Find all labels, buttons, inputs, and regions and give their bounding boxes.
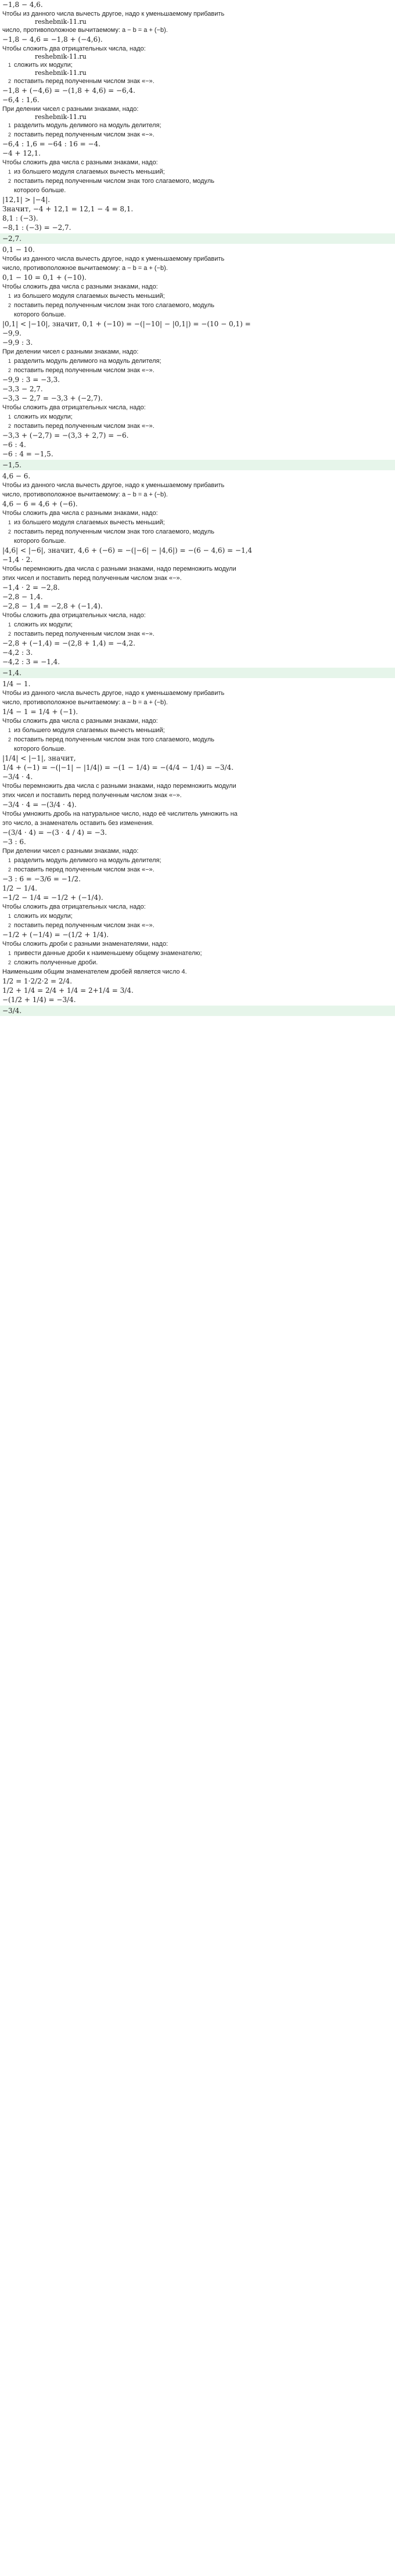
list-number: 2	[8, 631, 12, 637]
list-item	[0, 60, 395, 70]
text-line: число, противоположное вычитаемому: a − b = a + (−b).	[2, 27, 168, 34]
math-line: 4,6 − 6.	[2, 472, 31, 480]
math-line: 1/4 − 1 = 1/4 + (−1).	[2, 708, 78, 716]
list-item	[0, 186, 395, 195]
list-item	[0, 958, 395, 967]
math-line: −4,2 : 3 = −1,4.	[2, 658, 60, 666]
list-text: сложить их модули;	[14, 913, 73, 920]
list-item	[0, 735, 395, 744]
text-line: Чтобы умножить дробь на натуральное число, надо её числитель умножить на	[2, 810, 238, 817]
list-item	[0, 77, 395, 86]
text-line: Чтобы из данного числа вычесть другое, надо к уменьшаемому прибавить	[2, 482, 225, 489]
list-item	[0, 121, 395, 130]
list-text: разделить модуль делимого на модуль делителя;	[14, 358, 161, 365]
list-number: 1	[8, 858, 12, 863]
answer: −1,4.	[0, 668, 395, 678]
math-line: −1,4 · 2 = −2,8.	[2, 583, 60, 592]
list-text: которого больше.	[14, 187, 66, 194]
text-line: Чтобы перемножить два числа с разными знаками, надо перемножить модули	[2, 565, 236, 572]
list-item	[0, 366, 395, 375]
list-item	[0, 629, 395, 639]
list-number: 2	[8, 960, 12, 965]
text-line: Чтобы сложить два числа с разными знаками, надо:	[2, 283, 158, 290]
list-item	[0, 130, 395, 139]
math-line: 8,1 : (−3).	[2, 214, 38, 222]
text-line: Чтобы сложить два числа с разными знаками, надо:	[2, 159, 158, 166]
list-text: сложить их модули;	[14, 62, 73, 69]
list-text: поставить перед полученным числом знак того слагаемого, модуль	[14, 178, 214, 185]
math-line: 1/2 − 1/4.	[2, 884, 38, 892]
text-line: Чтобы из данного числа вычесть другое, надо к уменьшаемому прибавить	[2, 690, 225, 697]
list-text: разделить модуль делимого на модуль делителя;	[14, 857, 161, 864]
text-line: Чтобы сложить два отрицательных числа, надо:	[2, 903, 146, 910]
text-line: Чтобы из данного числа вычесть другое, надо к уменьшаемому прибавить	[2, 255, 225, 262]
math-line: −(3/4 · 4) = −(3 · 4 / 4) = −3.	[2, 828, 107, 837]
list-number: 2	[8, 302, 12, 308]
math-line: 0,1 − 10 = 0,1 + (−10).	[2, 273, 87, 282]
list-number: 1	[8, 169, 12, 175]
math-line: −1/2 − 1/4 = −1/2 + (−1/4).	[2, 894, 103, 902]
list-item	[0, 865, 395, 874]
list-text: сложить полученные дроби.	[14, 959, 98, 966]
list-text: которого больше.	[14, 745, 66, 752]
list-item	[0, 518, 395, 527]
list-number: 2	[8, 178, 12, 184]
math-line: 1/4 + (−1) = −(|−1| − |1/4|) = −(1 − 1/4) = −(4/4 − 1/4) = −3/4.	[2, 763, 234, 772]
math-line: 1/2 + 1/4 = 2/4 + 1/4 = 2+1/4 = 3/4.	[2, 986, 134, 995]
text-line: При делении чисел с разными знаками, надо:	[2, 848, 139, 855]
math-line: 0,1 − 10.	[2, 246, 35, 254]
list-text: из большего модуля слагаемых вычесть меньший;	[14, 168, 165, 175]
list-number: 1	[8, 727, 12, 733]
math-line: −9,9 : 3.	[2, 338, 33, 347]
text-line: Чтобы сложить два отрицательных числа, надо:	[2, 612, 146, 619]
text-line: Чтобы сложить два числа с разными знаками, надо:	[2, 718, 158, 725]
list-item	[0, 620, 395, 629]
math-line: −3,3 + (−2,7) = −(3,3 + 2,7) = −6.	[2, 431, 129, 439]
math-line: −4 + 12,1.	[2, 149, 41, 157]
list-number: 2	[8, 737, 12, 743]
list-number: 2	[8, 867, 12, 873]
math-line: −6,4 : 1,6.	[2, 96, 40, 104]
list-item	[0, 167, 395, 176]
list-item	[0, 856, 395, 865]
list-number: 1	[8, 913, 12, 919]
watermark-text: reshebnik-11.ru	[35, 113, 87, 121]
math-line: −1,4 · 2.	[2, 556, 33, 564]
list-text: из большего модуля слагаемых вычесть меньший;	[14, 727, 165, 734]
answer: −2,7.	[0, 233, 395, 244]
list-number: 1	[8, 293, 12, 299]
list-text: сложить их модули;	[14, 413, 73, 420]
list-text: из большего модуля слагаемых вычесть меньший;	[14, 519, 165, 526]
list-text: которого больше.	[14, 538, 66, 545]
text-line: При делении чисел с разными знаками, надо:	[2, 106, 139, 113]
text-line: этих чисел и поставить перед полученным числом знак «−».	[2, 575, 182, 582]
list-text: поставить перед полученным числом знак «−».	[14, 367, 155, 374]
list-text: разделить модуль делимого на модуль делителя;	[14, 122, 161, 129]
list-text: которого больше.	[14, 311, 66, 318]
list-item	[0, 527, 395, 536]
text-line: этих чисел и поставить перед полученным числом знак «−».	[2, 792, 182, 799]
math-line: |12,1| > |−4|.	[2, 196, 51, 204]
text-line: Чтобы сложить два отрицательных числа, надо:	[2, 404, 146, 411]
list-number: 2	[8, 132, 12, 138]
math-line: 4,6 − 6 = 4,6 + (−6).	[2, 500, 78, 508]
watermark-text: reshebnik-11.ru	[35, 53, 87, 60]
list-item	[0, 949, 395, 958]
list-number: 2	[8, 923, 12, 928]
list-number: 1	[8, 358, 12, 364]
list-item	[0, 176, 395, 186]
list-item	[0, 536, 395, 546]
watermark	[0, 114, 395, 121]
list-number: 1	[8, 520, 12, 525]
text-line: Чтобы из данного числа вычесть другое, надо к уменьшаемому прибавить	[2, 10, 225, 17]
text-line: это число, а знаменатель оставить без изменения.	[2, 820, 154, 827]
watermark-text: reshebnik-11.ru	[35, 18, 87, 26]
text-line: Чтобы сложить дроби с разными знаменателями, надо:	[2, 941, 168, 947]
list-number: 1	[8, 123, 12, 128]
list-text: привести данные дроби к наименьшему общему знаменателю;	[14, 950, 202, 957]
math-line: −1,8 − 4,6 = −1,8 + (−4,6).	[2, 35, 103, 44]
text-line: число, противоположное вычитаемому: a − b = a + (−b).	[2, 491, 168, 498]
list-number: 1	[8, 414, 12, 420]
list-item	[0, 301, 395, 310]
math-line: −6 : 4.	[2, 441, 26, 449]
text-line: Чтобы сложить два числа с разными знаками, надо:	[2, 510, 158, 517]
math-line: |1/4| < |−1|, значит,	[2, 754, 76, 762]
math-line: −9,9 : 3 = −3,3.	[2, 376, 60, 384]
list-item	[0, 291, 395, 301]
math-line: −3,3 − 2,7 = −3,3 + (−2,7).	[2, 394, 103, 402]
math-line: −3 : 6.	[2, 838, 26, 846]
list-text: поставить перед полученным числом знак «−».	[14, 866, 155, 873]
list-text: поставить перед полученным числом знак «−».	[14, 78, 155, 85]
list-number: 2	[8, 78, 12, 84]
math-line: −1,8 − 4,6.	[2, 1, 43, 9]
math-line: −(1/2 + 1/4) = −3/4.	[2, 996, 76, 1004]
list-text: поставить перед полученным числом знак того слагаемого, модуль	[14, 528, 214, 535]
list-number: 2	[8, 368, 12, 373]
watermark-text: reshebnik-11.ru	[35, 69, 87, 77]
list-number: 2	[8, 423, 12, 429]
list-text: поставить перед полученным числом знак «−».	[14, 423, 155, 430]
list-text: поставить перед полученным числом знак того слагаемого, модуль	[14, 302, 214, 309]
list-text: поставить перед полученным числом знак «−».	[14, 631, 155, 637]
math-line: Значит, −4 + 12,1 = 12,1 − 4 = 8,1.	[2, 205, 134, 213]
list-number: 1	[8, 622, 12, 628]
list-text: поставить перед полученным числом знак «−».	[14, 131, 155, 138]
math-line: 1/2 = 1·2/2·2 = 2/4.	[2, 977, 73, 985]
answer: −1,5.	[0, 460, 395, 470]
list-item	[0, 726, 395, 735]
list-item	[0, 310, 395, 319]
text-line: Чтобы сложить два отрицательных числа, надо:	[2, 45, 146, 52]
list-text: поставить перед полученным числом знак того слагаемого, модуль	[14, 736, 214, 743]
text-line: Чтобы перемножить два числа с разными знаками, надо перемножить модули	[2, 783, 236, 790]
math-line: −6,4 : 1,6 = −64 : 16 = −4.	[2, 140, 101, 148]
list-text: поставить перед полученным числом знак «−».	[14, 922, 155, 929]
watermark	[0, 19, 395, 26]
math-line: −4,2 : 3.	[2, 648, 33, 657]
math-line: |0,1| < |−10|, значит, 0,1 + (−10) = −(|−10| − |0,1|) = −(10 − 0,1) =	[2, 320, 251, 328]
math-line: −9,9.	[2, 329, 21, 337]
math-line: −3/4 · 4.	[2, 773, 33, 781]
text-line: Наименьшим общим знаменателем дробей является число 4.	[2, 968, 187, 975]
math-line: |4,6| < |−6|, значит, 4,6 + (−6) = −(|−6| − |4,6|) = −(6 − 4,6) = −1,4	[2, 546, 253, 554]
list-number: 2	[8, 529, 12, 535]
list-item	[0, 921, 395, 930]
math-line: −3 : 6 = −3/6 = −1/2.	[2, 875, 81, 883]
list-text: сложить их модули;	[14, 621, 73, 628]
watermark	[0, 70, 395, 77]
math-line: −3/4 · 4 = −(3/4 · 4).	[2, 801, 77, 809]
text-line: число, противоположное вычитаемому: a − b = a + (−b).	[2, 699, 168, 706]
math-line: −1/2 + (−1/4) = −(1/2 + 1/4).	[2, 931, 109, 939]
math-line: −2,8 − 1,4 = −2,8 + (−1,4).	[2, 602, 103, 610]
answer: −3/4.	[0, 1006, 395, 1016]
math-line: −3,3 − 2,7.	[2, 385, 43, 393]
math-line: −1,8 + (−4,6) = −(1,8 + 4,6) = −6,4.	[2, 87, 135, 95]
list-item	[0, 911, 395, 921]
math-line: 1/4 − 1.	[2, 680, 31, 688]
math-line: −8,1 : (−3) = −2,7.	[2, 224, 71, 232]
watermark	[0, 53, 395, 60]
text-line: число, противоположное вычитаемому: a − b = a + (−b).	[2, 265, 168, 272]
list-number: 1	[8, 62, 12, 68]
list-item	[0, 421, 395, 431]
list-item	[0, 412, 395, 421]
list-item	[0, 744, 395, 754]
math-line: −2,8 + (−1,4) = −(2,8 + 1,4) = −4,2.	[2, 639, 135, 647]
solution-page	[0, 0, 395, 1017]
math-line: −2,8 − 1,4.	[2, 593, 43, 601]
list-text: из большего модуля слагаемых вычесть меньший;	[14, 293, 165, 300]
list-number: 1	[8, 950, 12, 956]
text-line: При делении чисел с разными знаками, надо:	[2, 348, 139, 355]
list-item	[0, 356, 395, 366]
math-line: −6 : 4 = −1,5.	[2, 450, 53, 458]
